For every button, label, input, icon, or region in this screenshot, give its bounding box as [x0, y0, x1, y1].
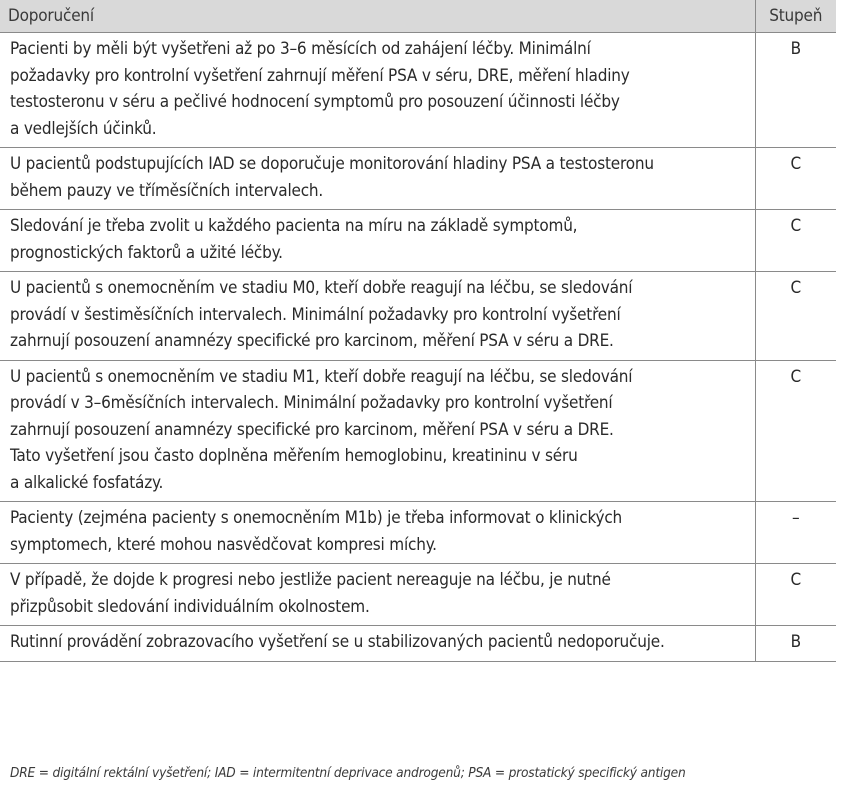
- grade-value: C: [755, 272, 836, 361]
- recommendation-text: U pacientů s onemocněním ve stadiu M1, kteří dobře reagují na léčbu, se sledování provádí v 3–6měsíčních intervalech. Minimální požadavky pro kontrolní vyšetření zahrnují posouzení anamnézy specifické pro karcinom, měření PSA v séru a DRE. Tato vyšetření jsou často doplněna měřením hemoglobinu, kreatininu v séru a alkalické fosfatázy.: [0, 360, 755, 502]
- grade-value: C: [755, 564, 836, 626]
- table-footnote: DRE = digitální rektální vyšetření; IAD = intermitentní deprivace androgenů; PSA = prostatický specifický antigen: [10, 765, 686, 781]
- header-recommendation: Doporučení: [0, 0, 755, 33]
- grade-value: C: [755, 148, 836, 210]
- table-row: [0, 360, 836, 502]
- grade-value: B: [755, 626, 836, 662]
- table-body: [0, 33, 836, 662]
- grade-value: –: [755, 502, 836, 564]
- recommendation-text: Sledování je třeba zvolit u každého pacienta na míru na základě symptomů, prognostických faktorů a užité léčby.: [0, 210, 755, 272]
- recommendation-text: Pacienty (zejména pacienty s onemocněním M1b) je třeba informovat o klinických symptomech, které mohou nasvědčovat kompresi míchy.: [0, 502, 755, 564]
- recommendation-text: Rutinní provádění zobrazovacího vyšetření se u stabilizovaných pacientů nedoporučuje.: [0, 626, 755, 662]
- table-row: [0, 210, 836, 272]
- recommendation-text: U pacientů podstupujících IAD se doporučuje monitorování hladiny PSA a testosteronu během pauzy ve tříměsíčních intervalech.: [0, 148, 755, 210]
- table-row: [0, 564, 836, 626]
- table-row: [0, 502, 836, 564]
- recommendation-text: U pacientů s onemocněním ve stadiu M0, kteří dobře reagují na léčbu, se sledování provádí v šestiměsíčních intervalech. Minimální požadavky pro kontrolní vyšetření zahrnují posouzení anamnézy specifické pro karcinom, měření PSA v séru a DRE.: [0, 272, 755, 361]
- recommendation-text: V případě, že dojde k progresi nebo jestliže pacient nereaguje na léčbu, je nutné přizpůsobit sledování individuálním okolnostem.: [0, 564, 755, 626]
- table-row: [0, 148, 836, 210]
- header-grade: Stupeň: [755, 0, 836, 33]
- grade-value: B: [755, 33, 836, 148]
- table-header: [0, 0, 836, 33]
- grade-value: C: [755, 360, 836, 502]
- table-row: [0, 626, 836, 662]
- table-row: [0, 272, 836, 361]
- header-row: [0, 0, 836, 33]
- recommendation-text: Pacienti by měli být vyšetřeni až po 3–6 měsících od zahájení léčby. Minimální požadavky pro kontrolní vyšetření zahrnují měření PSA v séru, DRE, měření hladiny testosteronu v séru a pečlivé hodnocení symptomů pro posouzení účinnosti léčby a vedlejších účinků.: [0, 33, 755, 148]
- grade-value: C: [755, 210, 836, 272]
- table-row: [0, 33, 836, 148]
